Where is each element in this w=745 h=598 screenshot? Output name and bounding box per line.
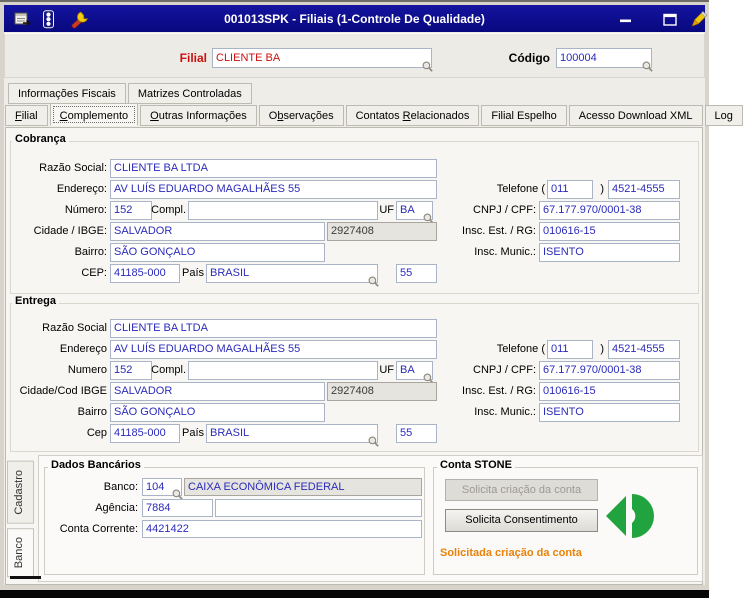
cobranca-numero-label: Número: <box>64 204 107 216</box>
entrega-cnpj-field[interactable]: 67.177.970/0001-38 <box>539 361 680 380</box>
minimize-button[interactable] <box>618 18 634 24</box>
cobranca-cep-label: CEP: <box>81 267 107 279</box>
cobranca-telefone-label: Telefone ( <box>496 183 545 195</box>
tab-acesso-download-xml[interactable]: Acesso Download XML <box>569 105 703 126</box>
entrega-insc-est-label: Insc. Est. / RG: <box>462 385 536 397</box>
entrega-insc-mun-label: Insc. Munic.: <box>474 406 536 418</box>
tab-complemento[interactable]: Complemento <box>50 103 139 126</box>
entrega-compl-label: Compl. <box>151 364 186 376</box>
entrega-title: Entrega <box>12 295 59 307</box>
outer-tab-strip <box>8 83 254 104</box>
tab-observacoes[interactable]: Observações <box>259 105 344 126</box>
codigo-field[interactable]: 100004 <box>556 48 652 68</box>
stone-status-text: Solicitada criação da conta <box>440 547 582 559</box>
dados-bancarios-title: Dados Bancários <box>48 459 144 471</box>
entrega-pais-field[interactable]: BRASIL <box>206 424 378 443</box>
cobranca-cep-field[interactable]: 41185-000 <box>110 264 180 283</box>
window-bottom-edge <box>0 590 709 598</box>
lookup-magnifier-icon[interactable] <box>368 276 379 287</box>
entrega-uf-field[interactable]: BA <box>396 361 433 380</box>
entrega-telefone-label: Telefone ( <box>496 343 545 355</box>
entrega-bairro-field[interactable]: SÃO GONÇALO <box>110 403 325 422</box>
entrega-razao-label: Razão Social <box>42 322 107 334</box>
entrega-cep-label: Cep <box>86 427 107 439</box>
entrega-bairro-label: Bairro <box>77 406 107 418</box>
tab-contatos-relacionados[interactable]: Contatos Relacionados <box>346 105 480 126</box>
conta-corrente-label: Conta Corrente: <box>59 523 138 535</box>
cobranca-insc-mun-field[interactable]: ISENTO <box>539 243 680 262</box>
entrega-telefone-field[interactable]: 4521-4555 <box>608 340 680 359</box>
entrega-telefone-close: ) <box>600 343 604 355</box>
edit-pencil-icon[interactable] <box>688 10 708 30</box>
cobranca-compl-field[interactable] <box>188 201 378 220</box>
cobranca-telefone-field[interactable]: 4521-4555 <box>608 180 680 199</box>
agencia-label: Agência: <box>95 502 138 514</box>
tab-outras-informacoes[interactable]: Outras Informações <box>140 105 257 126</box>
entrega-numero-field[interactable]: 152 <box>110 361 152 380</box>
solicita-criacao-button[interactable]: Solicita criação da conta <box>445 479 598 501</box>
lookup-magnifier-icon[interactable] <box>368 436 379 447</box>
entrega-compl-field[interactable] <box>188 361 378 380</box>
cobranca-insc-mun-label: Insc. Munic.: <box>474 246 536 258</box>
entrega-pais-label: País <box>181 427 204 439</box>
cobranca-uf-field[interactable]: BA <box>396 201 433 220</box>
solicita-consentimento-button[interactable]: Solicita Consentimento <box>445 509 598 532</box>
entrega-pais-cod-field[interactable]: 55 <box>396 424 437 443</box>
tab-matrizes-controladas[interactable]: Matrizes Controladas <box>128 83 252 104</box>
banco-cod-field[interactable]: 104 <box>142 478 182 496</box>
filial-label: Filial <box>179 51 207 65</box>
title-bar <box>4 5 705 32</box>
cobranca-bairro-field[interactable]: SÃO GONÇALO <box>110 243 325 262</box>
cobranca-insc-est-label: Insc. Est. / RG: <box>462 225 536 237</box>
side-tab-strip <box>7 461 34 581</box>
cobranca-cidade-field[interactable]: SALVADOR <box>110 222 325 241</box>
stone-status-icon <box>606 491 658 541</box>
entrega-insc-est-field[interactable]: 010616-15 <box>539 382 680 401</box>
codigo-label: Código <box>508 51 550 65</box>
entrega-razao-field[interactable]: CLIENTE BA LTDA <box>110 319 437 338</box>
cobranca-endereco-field[interactable]: AV LUÍS EDUARDO MAGALHÃES 55 <box>110 180 437 199</box>
cobranca-compl-label: Compl. <box>151 204 186 216</box>
lookup-magnifier-icon[interactable] <box>422 61 433 72</box>
tab-informacoes-fiscais[interactable]: Informações Fiscais <box>8 83 126 104</box>
window-title: 001013SPK - Filiais (1-Controle De Qualidade) <box>224 11 485 26</box>
cobranca-telefone-close: ) <box>600 183 604 195</box>
entrega-endereco-field[interactable]: AV LUÍS EDUARDO MAGALHÃES 55 <box>110 340 437 359</box>
cobranca-razao-label: Razão Social: <box>39 162 107 174</box>
agencia-extra-field[interactable] <box>215 499 422 517</box>
cobranca-pais-cod-field[interactable]: 55 <box>396 264 437 283</box>
conta-stone-title: Conta STONE <box>437 459 515 471</box>
conta-corrente-field[interactable]: 4421422 <box>142 520 422 538</box>
cobranca-bairro-label: Bairro: <box>74 246 107 258</box>
agencia-field[interactable]: 7884 <box>142 499 213 517</box>
entrega-uf-label: UF <box>379 364 394 376</box>
cobranca-ddd-field[interactable]: 011 <box>547 180 593 199</box>
cobranca-pais-field[interactable]: BRASIL <box>206 264 378 283</box>
tab-filial[interactable]: Filial <box>5 105 48 126</box>
cobranca-endereco-label: Endereço: <box>56 183 107 195</box>
cobranca-ibge-field: 2927408 <box>327 222 437 241</box>
entrega-cidade-label: Cidade/Cod IBGE <box>19 385 107 397</box>
tab-cadastro[interactable]: Cadastro <box>7 461 34 524</box>
tab-filial-espelho[interactable]: Filial Espelho <box>481 105 566 126</box>
entrega-numero-label: Numero <box>67 364 107 376</box>
tab-log[interactable]: Log <box>705 105 743 126</box>
cobranca-title: Cobrança <box>12 133 69 145</box>
cobranca-insc-est-field[interactable]: 010616-15 <box>539 222 680 241</box>
entrega-endereco-label: Endereço <box>59 343 107 355</box>
side-tab-indicator <box>10 576 41 579</box>
cobranca-cnpj-label: CNPJ / CPF: <box>473 204 536 216</box>
entrega-ibge-field: 2927408 <box>327 382 437 401</box>
lookup-magnifier-icon[interactable] <box>642 61 653 72</box>
cobranca-numero-field[interactable]: 152 <box>110 201 152 220</box>
entrega-cep-field[interactable]: 41185-000 <box>110 424 180 443</box>
cobranca-razao-field[interactable]: CLIENTE BA LTDA <box>110 159 437 178</box>
banco-label: Banco: <box>103 481 138 493</box>
inner-tab-strip <box>5 105 745 126</box>
cobranca-pais-label: País <box>181 267 204 279</box>
cobranca-cidade-label: Cidade / IBGE: <box>33 225 107 237</box>
cobranca-uf-label: UF <box>379 204 394 216</box>
maximize-button[interactable] <box>662 13 678 27</box>
filial-field[interactable]: CLIENTE BA <box>212 48 432 68</box>
entrega-insc-mun-field[interactable]: ISENTO <box>539 403 680 422</box>
entrega-ddd-field[interactable]: 011 <box>547 340 593 359</box>
tab-banco[interactable]: Banco <box>7 528 34 577</box>
entrega-cnpj-label: CNPJ / CPF: <box>473 364 536 376</box>
banco-nome-field: CAIXA ECONÔMICA FEDERAL <box>184 478 422 496</box>
cobranca-cnpj-field[interactable]: 67.177.970/0001-38 <box>539 201 680 220</box>
entrega-cidade-field[interactable]: SALVADOR <box>110 382 325 401</box>
